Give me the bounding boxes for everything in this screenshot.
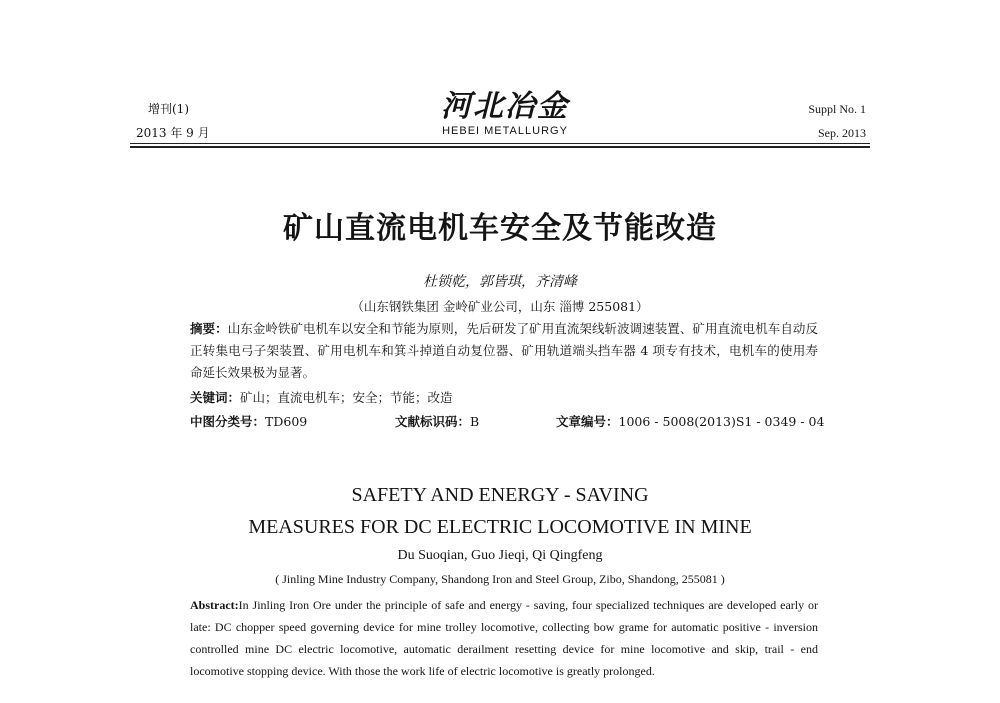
header-rule-thick <box>130 146 870 148</box>
classification-label: 中图分类号： <box>190 414 266 429</box>
article-number-value: 1006 - 5008(2013)S1 - 0349 - 04 <box>618 414 825 429</box>
date-en: Sep. 2013 <box>818 126 866 140</box>
document-code-label: 文献标识码： <box>395 414 471 429</box>
issue-cn: 增刊(1) <box>148 102 189 116</box>
classification-number <box>190 412 307 430</box>
document-code <box>395 412 479 430</box>
article-number <box>556 412 824 430</box>
abstract-cn <box>190 318 818 384</box>
article-number-label: 文章编号： <box>556 414 619 429</box>
abstract-en <box>190 594 818 682</box>
title-cn: 矿山直流电机车安全及节能改造 <box>283 211 717 246</box>
authors-cn: 杜锁乾，郭皆琪，齐清峰 <box>423 274 577 290</box>
keywords-cn-text: 矿山；直流电机车；安全；节能；改造 <box>240 390 453 405</box>
affiliation-en: ( Jinling Mine Industry Company, Shandong Iron and Steel Group, Zibo, Shandong, 255081 ) <box>275 572 725 586</box>
keywords-cn-label: 关键词： <box>190 390 241 405</box>
abstract-en-text: In Jinling Iron Ore under the principle of safe and energy - saving, four specialized techniques are developed early or late: DC chopper speed governing device for mine trolley locomotive, collecting bow grame for automatic positive - inversion controlled mine DC electric locomotive, automatic derailment resetting device for mine locomotive and skip, trail - end locomotive stopping device. With those the work life of electric locomotive is greatly prolonged. <box>190 598 818 678</box>
affiliation-cn: （山东钢铁集团 金岭矿业公司，山东 淄博 255081） <box>351 299 649 314</box>
title-en-line2: MEASURES FOR DC ELECTRIC LOCOMOTIVE IN MINE <box>248 516 752 538</box>
abstract-cn-label: 摘要： <box>190 321 228 336</box>
authors-en: Du Suoqian, Guo Jieqi, Qi Qingfeng <box>397 548 603 563</box>
journal-masthead-en: HEBEI METALLURGY <box>442 125 568 137</box>
date-cn: 2013 年 9 月 <box>136 126 210 140</box>
header-rule-thin <box>130 143 870 144</box>
keywords-cn <box>190 388 453 406</box>
document-code-value: B <box>470 414 480 429</box>
issue-en: Suppl No. 1 <box>808 102 866 116</box>
title-en-line1: SAFETY AND ENERGY - SAVING <box>351 484 649 506</box>
journal-masthead: 河北冶金 <box>441 89 569 124</box>
abstract-en-label: Abstract: <box>190 598 239 612</box>
classification-value: TD609 <box>265 414 308 429</box>
abstract-cn-text: 山东金岭铁矿电机车以安全和节能为原则，先后研发了矿用直流架线斩波调速装置、矿用直流电机车自动反正转集电弓子架装置、矿用电机车和箕斗掉道自动复位器、矿用轨道端头挡车器 4 项专有技术，电机车的使用寿命延长效果极为显著。 <box>190 321 818 380</box>
